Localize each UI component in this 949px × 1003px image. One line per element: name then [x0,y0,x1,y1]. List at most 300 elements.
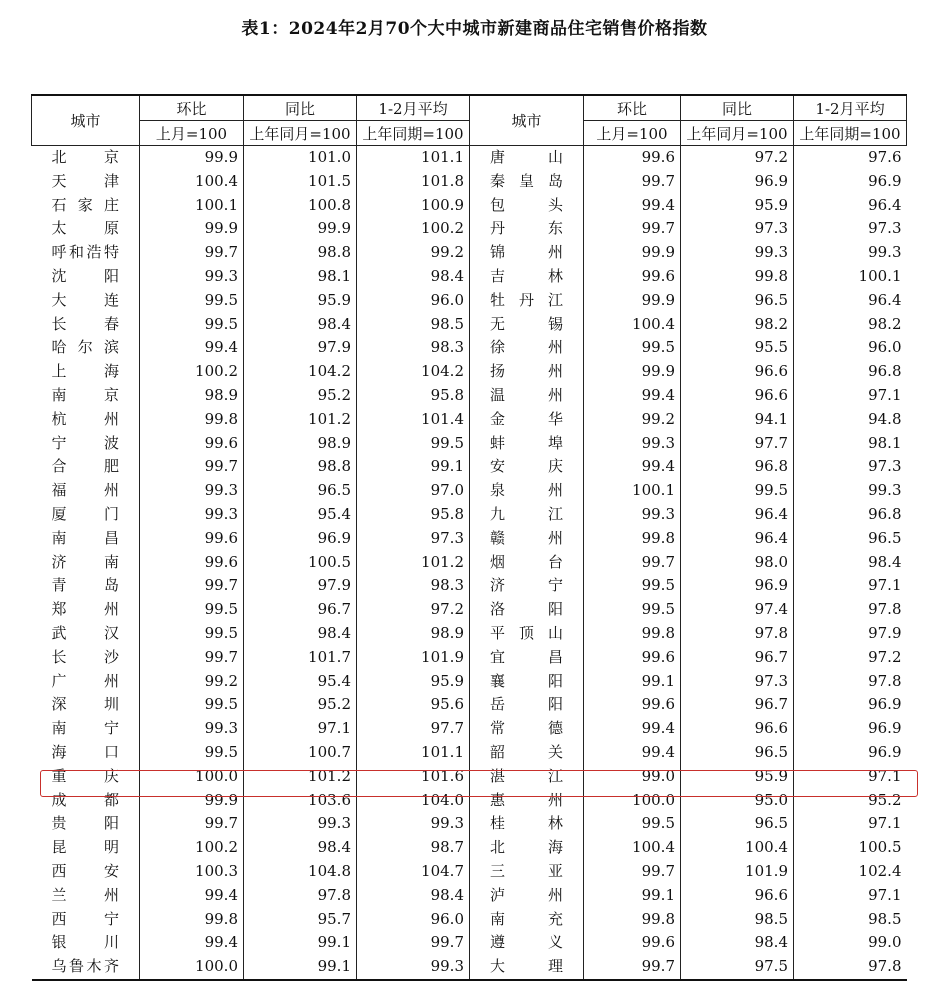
cell-mom-left: 100.3 [140,860,244,884]
cell-mom-right: 100.0 [584,789,681,813]
cell-city-left: 兰州 [51,885,119,904]
cell-mom-right: 99.6 [584,931,681,955]
cell-city-right: 安庆 [470,455,584,479]
cell-avg-right: 97.1 [794,765,907,789]
cell-mom-right: 99.8 [584,622,681,646]
cell-yoy-right: 96.7 [681,646,794,670]
cell-city-left: 石家庄 [51,195,119,214]
cell-yoy-right: 94.1 [681,408,794,432]
cell-avg-right: 100.5 [794,836,907,860]
table-row [32,765,907,789]
cell-avg-left: 101.2 [357,551,470,575]
cell-city-left: 北京 [51,148,119,166]
cell-yoy-left: 99.9 [244,217,357,241]
table-row [32,693,907,717]
cell-city-right: 大理 [470,955,584,980]
cell-city-left: 厦门 [51,504,119,523]
cell-avg-right: 99.3 [794,479,907,503]
cell-city-left: 宁波 [51,433,119,452]
cell-mom-left: 99.5 [140,598,244,622]
cell-mom-right: 99.3 [584,503,681,527]
table-row [32,241,907,265]
header-row-base [32,121,907,146]
cell-avg-left: 104.2 [357,360,470,384]
cell-yoy-left: 104.2 [244,360,357,384]
cell-avg-left: 99.5 [357,432,470,456]
table-row [32,360,907,384]
cell-avg-right: 96.9 [794,741,907,765]
cell-mom-right: 99.5 [584,336,681,360]
cell-city-right: 常德 [470,717,584,741]
cell-yoy-right: 96.6 [681,717,794,741]
table-row [32,455,907,479]
cell-avg-right: 98.1 [794,432,907,456]
cell-city-left: 哈尔滨 [51,338,119,357]
cell-avg-right: 96.0 [794,336,907,360]
cell-avg-left: 97.2 [357,598,470,622]
cell-mom-left: 99.4 [140,336,244,360]
cell-city-right: 南充 [470,908,584,932]
header-yoy-base-right: 上年同月=100 [681,121,794,146]
cell-yoy-right: 98.4 [681,931,794,955]
cell-mom-right: 99.1 [584,884,681,908]
cell-mom-right: 99.4 [584,741,681,765]
table-row [32,146,907,170]
cell-mom-right: 99.6 [584,265,681,289]
table-row [32,622,907,646]
cell-yoy-right: 101.9 [681,860,794,884]
cell-yoy-right: 97.8 [681,622,794,646]
cell-city-left: 长沙 [51,647,119,666]
header-avg-base-right: 上年同期=100 [794,121,907,146]
cell-avg-right: 97.1 [794,884,907,908]
cell-avg-left: 100.2 [357,217,470,241]
cell-avg-right: 98.5 [794,908,907,932]
cell-city-right: 牡丹江 [470,289,584,313]
cell-yoy-right: 96.8 [681,455,794,479]
cell-yoy-left: 98.9 [244,432,357,456]
cell-avg-right: 98.4 [794,551,907,575]
cell-yoy-left: 101.0 [244,146,357,170]
cell-city-right: 湛江 [470,765,584,789]
table-row [32,479,907,503]
cell-yoy-left: 101.2 [244,408,357,432]
table-row [32,289,907,313]
cell-avg-left: 97.3 [357,527,470,551]
header-mom-base-right: 上月=100 [584,121,681,146]
cell-mom-right: 99.4 [584,455,681,479]
cell-mom-left: 99.7 [140,812,244,836]
cell-city-right: 遵义 [470,931,584,955]
cell-mom-left: 100.2 [140,836,244,860]
price-index-table [31,94,907,981]
table-row [32,908,907,932]
table-row [32,741,907,765]
cell-avg-right: 96.4 [794,289,907,313]
cell-mom-right: 99.4 [584,717,681,741]
cell-yoy-right: 97.7 [681,432,794,456]
cell-yoy-left: 100.7 [244,741,357,765]
cell-avg-right: 96.4 [794,194,907,218]
table-row [32,789,907,813]
cell-yoy-right: 97.3 [681,670,794,694]
cell-yoy-left: 100.8 [244,194,357,218]
cell-yoy-left: 99.3 [244,812,357,836]
header-mom-base-left: 上月=100 [140,121,244,146]
cell-yoy-left: 97.9 [244,336,357,360]
cell-avg-right: 96.9 [794,693,907,717]
cell-city-left: 福州 [51,481,119,500]
cell-mom-left: 99.4 [140,931,244,955]
cell-city-left: 银川 [51,933,119,952]
cell-avg-right: 98.2 [794,313,907,337]
cell-mom-right: 99.6 [584,646,681,670]
cell-avg-left: 96.0 [357,908,470,932]
cell-mom-left: 99.7 [140,646,244,670]
cell-avg-left: 101.1 [357,146,470,170]
cell-yoy-right: 98.5 [681,908,794,932]
cell-city-left: 合肥 [51,457,119,476]
cell-avg-left: 100.9 [357,194,470,218]
cell-mom-left: 99.3 [140,479,244,503]
cell-avg-left: 96.0 [357,289,470,313]
cell-yoy-right: 98.0 [681,551,794,575]
cell-avg-left: 98.7 [357,836,470,860]
cell-yoy-right: 96.4 [681,527,794,551]
table-row [32,194,907,218]
cell-city-left: 广州 [51,671,119,690]
cell-mom-left: 100.0 [140,765,244,789]
cell-city-left: 海口 [51,742,119,761]
cell-city-left: 乌鲁木齐 [32,955,140,980]
cell-avg-left: 95.6 [357,693,470,717]
cell-yoy-left: 99.1 [244,955,357,980]
cell-mom-right: 99.5 [584,812,681,836]
cell-city-right: 锦州 [470,241,584,265]
cell-yoy-right: 96.6 [681,360,794,384]
cell-avg-left: 99.3 [357,812,470,836]
table-row [32,812,907,836]
table-body [32,146,907,980]
cell-city-left: 南昌 [51,528,119,547]
cell-avg-right: 102.4 [794,860,907,884]
cell-city-left: 西安 [51,861,119,880]
header-row-top [32,95,907,121]
cell-mom-left: 99.7 [140,241,244,265]
cell-city-left: 太原 [51,219,119,238]
header-city-left: 城市 [32,95,140,146]
cell-mom-left: 100.1 [140,194,244,218]
cell-mom-right: 99.5 [584,574,681,598]
cell-mom-left: 99.3 [140,717,244,741]
table-row [32,884,907,908]
cell-mom-left: 99.6 [140,432,244,456]
cell-avg-left: 98.5 [357,313,470,337]
cell-mom-right: 99.7 [584,955,681,980]
table-row [32,931,907,955]
cell-city-left: 济南 [51,552,119,571]
cell-yoy-left: 95.4 [244,670,357,694]
cell-city-right: 烟台 [470,551,584,575]
header-yoy-right: 同比 [681,95,794,121]
table-row [32,170,907,194]
cell-city-right: 平顶山 [470,622,584,646]
cell-yoy-right: 96.7 [681,693,794,717]
cell-avg-left: 98.4 [357,884,470,908]
cell-yoy-left: 96.7 [244,598,357,622]
cell-avg-right: 94.8 [794,408,907,432]
cell-yoy-right: 97.4 [681,598,794,622]
cell-city-right: 蚌埠 [470,432,584,456]
cell-mom-left: 99.3 [140,265,244,289]
cell-yoy-right: 96.6 [681,384,794,408]
cell-city-right: 包头 [470,194,584,218]
cell-city-right: 秦皇岛 [470,170,584,194]
table-row [32,860,907,884]
cell-mom-right: 100.1 [584,479,681,503]
cell-yoy-right: 95.9 [681,765,794,789]
cell-avg-left: 101.1 [357,741,470,765]
cell-mom-left: 99.5 [140,741,244,765]
cell-yoy-right: 96.5 [681,812,794,836]
cell-yoy-left: 98.8 [244,241,357,265]
cell-city-left: 杭州 [51,409,119,428]
cell-mom-right: 99.9 [584,241,681,265]
table-row [32,551,907,575]
cell-city-right: 无锡 [470,313,584,337]
cell-yoy-left: 97.8 [244,884,357,908]
table-row [32,336,907,360]
cell-mom-left: 99.7 [140,455,244,479]
cell-avg-left: 98.4 [357,265,470,289]
cell-yoy-right: 100.4 [681,836,794,860]
cell-mom-right: 99.1 [584,670,681,694]
cell-yoy-right: 99.3 [681,241,794,265]
cell-yoy-left: 103.6 [244,789,357,813]
cell-avg-right: 97.8 [794,955,907,980]
cell-avg-right: 96.9 [794,717,907,741]
cell-yoy-right: 96.9 [681,574,794,598]
table-row [32,217,907,241]
cell-city-right: 洛阳 [470,598,584,622]
cell-avg-left: 101.8 [357,170,470,194]
cell-yoy-left: 98.4 [244,313,357,337]
table-row [32,432,907,456]
cell-mom-left: 99.5 [140,622,244,646]
table-row [32,313,907,337]
cell-city-left: 沈阳 [51,266,119,285]
table-row [32,408,907,432]
cell-mom-left: 100.0 [140,955,244,980]
cell-mom-left: 99.2 [140,670,244,694]
cell-avg-left: 99.2 [357,241,470,265]
cell-yoy-right: 95.9 [681,194,794,218]
cell-mom-left: 100.4 [140,170,244,194]
cell-city-right: 丹东 [470,217,584,241]
cell-mom-right: 99.9 [584,289,681,313]
cell-yoy-right: 96.5 [681,289,794,313]
cell-city-right: 桂林 [470,812,584,836]
cell-mom-right: 99.6 [584,146,681,170]
cell-avg-left: 97.7 [357,717,470,741]
cell-avg-right: 99.3 [794,241,907,265]
cell-city-right: 宜昌 [470,646,584,670]
cell-mom-right: 100.4 [584,313,681,337]
cell-avg-left: 99.1 [357,455,470,479]
cell-mom-right: 99.5 [584,598,681,622]
cell-city-left: 长春 [51,314,119,333]
cell-yoy-right: 97.5 [681,955,794,980]
cell-mom-left: 99.6 [140,551,244,575]
cell-city-left: 昆明 [51,838,119,857]
cell-yoy-right: 95.5 [681,336,794,360]
cell-mom-left: 99.8 [140,908,244,932]
cell-yoy-right: 95.0 [681,789,794,813]
cell-avg-left: 98.3 [357,336,470,360]
cell-city-right: 徐州 [470,336,584,360]
cell-mom-right: 99.4 [584,194,681,218]
cell-mom-left: 99.9 [140,146,244,170]
cell-avg-right: 95.2 [794,789,907,813]
cell-avg-right: 96.8 [794,503,907,527]
cell-yoy-left: 95.9 [244,289,357,313]
cell-avg-right: 96.9 [794,170,907,194]
cell-yoy-left: 100.5 [244,551,357,575]
cell-avg-right: 99.0 [794,931,907,955]
cell-mom-left: 99.7 [140,574,244,598]
cell-city-right: 泉州 [470,479,584,503]
cell-mom-left: 99.5 [140,693,244,717]
cell-yoy-left: 98.1 [244,265,357,289]
cell-avg-left: 99.7 [357,931,470,955]
cell-avg-left: 97.0 [357,479,470,503]
cell-mom-right: 99.9 [584,360,681,384]
cell-avg-right: 96.5 [794,527,907,551]
cell-avg-left: 95.8 [357,503,470,527]
cell-mom-right: 99.2 [584,408,681,432]
cell-yoy-left: 104.8 [244,860,357,884]
cell-mom-left: 99.5 [140,313,244,337]
cell-avg-right: 97.1 [794,574,907,598]
cell-city-left: 呼和浩特 [51,243,119,262]
cell-city-right: 扬州 [470,360,584,384]
cell-city-right: 唐山 [470,146,584,170]
header-mom-left: 环比 [140,95,244,121]
cell-city-left: 郑州 [51,600,119,619]
table-row [32,527,907,551]
cell-yoy-left: 101.7 [244,646,357,670]
cell-avg-left: 95.8 [357,384,470,408]
cell-city-left: 贵阳 [51,814,119,833]
cell-yoy-right: 99.8 [681,265,794,289]
cell-mom-left: 100.2 [140,360,244,384]
table-row [32,717,907,741]
cell-mom-right: 99.8 [584,908,681,932]
cell-city-left: 深圳 [51,695,119,714]
header-mom-right: 环比 [584,95,681,121]
cell-mom-left: 99.8 [140,408,244,432]
cell-yoy-right: 98.2 [681,313,794,337]
cell-yoy-right: 96.9 [681,170,794,194]
cell-mom-right: 99.7 [584,217,681,241]
cell-mom-right: 99.7 [584,860,681,884]
cell-avg-left: 98.3 [357,574,470,598]
cell-avg-right: 96.8 [794,360,907,384]
cell-avg-right: 97.1 [794,384,907,408]
cell-yoy-left: 95.4 [244,503,357,527]
cell-city-left: 成都 [51,790,119,809]
cell-mom-right: 99.6 [584,693,681,717]
cell-city-right: 北海 [470,836,584,860]
cell-mom-right: 99.7 [584,551,681,575]
cell-city-left: 南京 [51,385,119,404]
cell-avg-left: 101.6 [357,765,470,789]
cell-yoy-right: 96.4 [681,503,794,527]
cell-city-right: 岳阳 [470,693,584,717]
cell-avg-left: 98.9 [357,622,470,646]
cell-yoy-left: 98.4 [244,836,357,860]
cell-city-right: 九江 [470,503,584,527]
cell-avg-left: 99.3 [357,955,470,980]
table-row [32,384,907,408]
cell-mom-left: 99.4 [140,884,244,908]
cell-mom-left: 98.9 [140,384,244,408]
cell-city-right: 三亚 [470,860,584,884]
header-avg-base-left: 上年同期=100 [357,121,470,146]
header-avg-left: 1-2月平均 [357,95,470,121]
header-yoy-base-left: 上年同月=100 [244,121,357,146]
cell-city-right: 吉林 [470,265,584,289]
table-row [32,955,907,980]
cell-city-right: 赣州 [470,527,584,551]
cell-city-left: 南宁 [51,719,119,738]
table-row [32,265,907,289]
cell-yoy-left: 95.2 [244,693,357,717]
cell-yoy-right: 96.5 [681,741,794,765]
cell-avg-left: 95.9 [357,670,470,694]
cell-city-left: 武汉 [51,623,119,642]
cell-avg-right: 97.8 [794,598,907,622]
cell-mom-right: 99.7 [584,170,681,194]
cell-avg-left: 101.9 [357,646,470,670]
cell-mom-right: 99.3 [584,432,681,456]
table-row [32,836,907,860]
cell-yoy-left: 95.2 [244,384,357,408]
cell-city-right: 温州 [470,384,584,408]
cell-city-left: 上海 [51,362,119,381]
cell-city-left: 大连 [51,290,119,309]
cell-yoy-left: 96.5 [244,479,357,503]
cell-avg-left: 104.7 [357,860,470,884]
table-row [32,646,907,670]
cell-avg-right: 97.8 [794,670,907,694]
cell-avg-left: 101.4 [357,408,470,432]
cell-city-right: 惠州 [470,789,584,813]
table-row [32,503,907,527]
cell-city-right: 泸州 [470,884,584,908]
cell-yoy-right: 99.5 [681,479,794,503]
cell-mom-right: 99.0 [584,765,681,789]
cell-mom-right: 100.4 [584,836,681,860]
cell-avg-right: 97.1 [794,812,907,836]
table-row [32,574,907,598]
cell-yoy-right: 97.3 [681,217,794,241]
cell-yoy-right: 96.6 [681,884,794,908]
cell-city-left: 西宁 [51,909,119,928]
cell-city-left: 青岛 [51,576,119,595]
cell-mom-right: 99.4 [584,384,681,408]
table-title: 表1：2024年2月70个大中城市新建商品住宅销售价格指数 [241,19,708,39]
